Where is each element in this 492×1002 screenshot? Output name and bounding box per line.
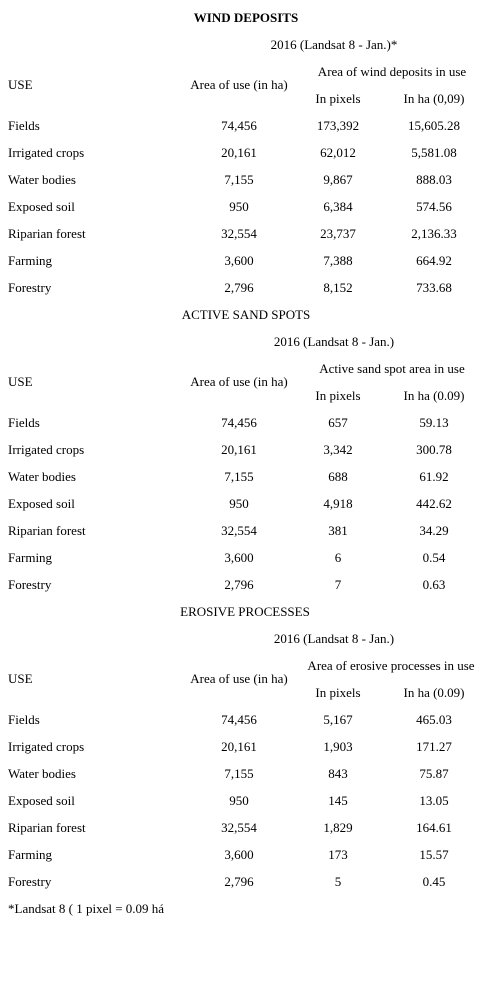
use-cell: Water bodies [8,766,76,781]
period-header: 2016 (Landsat 8 - Jan.) [273,334,395,349]
use-cell: Farming [8,550,53,565]
ha-cell: 888.03 [416,172,452,187]
pixels-cell: 1,829 [323,820,353,835]
area-cell: 7,155 [224,172,254,187]
use-cell: Fields [8,415,40,430]
area-cell: 2,796 [224,280,254,295]
use-cell: Forestry [8,874,52,889]
ha-cell: 15.57 [419,847,449,862]
pixels-cell: 23,737 [320,226,356,241]
section-title: WIND DEPOSITS [193,10,299,25]
pixels-cell: 7 [334,577,342,592]
pixels-cell: 5,167 [323,712,353,727]
ha-cell: 664.92 [416,253,452,268]
area-cell: 3,600 [224,550,254,565]
footnote: *Landsat 8 ( 1 pixel = 0.09 há [8,901,165,916]
area-cell: 20,161 [221,739,257,754]
ha-cell: 733.68 [416,280,452,295]
use-cell: Exposed soil [8,496,75,511]
ha-cell: 75.87 [419,766,449,781]
use-cell: Farming [8,253,53,268]
pixels-cell: 657 [328,415,348,430]
area-cell: 32,554 [221,226,257,241]
use-cell: Water bodies [8,469,76,484]
ha-cell: 171.27 [416,739,452,754]
ha-cell: 5,581.08 [411,145,457,160]
pixels-cell: 7,388 [323,253,353,268]
pixels-cell: 381 [328,523,348,538]
use-cell: Irrigated crops [8,145,85,160]
ha-header: In ha (0,09) [403,91,465,106]
area-cell: 32,554 [221,523,257,538]
use-cell: Riparian forest [8,820,86,835]
area-cell: 2,796 [224,874,254,889]
ha-cell: 59.13 [419,415,449,430]
area-cell: 3,600 [224,847,254,862]
use-cell: Fields [8,118,40,133]
ha-cell: 15,605.28 [408,118,460,133]
area-cell: 20,161 [221,442,257,457]
ha-cell: 61.92 [419,469,449,484]
use-header: USE [8,374,33,389]
use-cell: Irrigated crops [8,442,85,457]
pixels-cell: 1,903 [323,739,353,754]
area-cell: 20,161 [221,145,257,160]
use-cell: Irrigated crops [8,739,85,754]
area-header: Area of use (in ha) [190,374,288,389]
ha-cell: 300.78 [416,442,452,457]
ha-cell: 574.56 [416,199,452,214]
area-header: Area of use (in ha) [190,77,288,92]
use-cell: Forestry [8,577,52,592]
area-header: Area of use (in ha) [190,671,288,686]
area-cell: 74,456 [221,415,257,430]
ha-header: In ha (0.09) [403,388,465,403]
pixels-cell: 145 [328,793,348,808]
pixels-cell: 9,867 [323,172,353,187]
area-cell: 2,796 [224,577,254,592]
use-cell: Fields [8,712,40,727]
area-cell: 950 [229,496,249,511]
area-cell: 7,155 [224,766,254,781]
group-header: Area of wind deposits in use [317,64,467,79]
pixels-cell: 3,342 [323,442,353,457]
ha-cell: 0.45 [422,874,446,889]
use-cell: Exposed soil [8,199,75,214]
pixels-cell: 173 [328,847,348,862]
group-header: Active sand spot area in use [319,361,465,376]
pixels-cell: 173,392 [316,118,360,133]
section-title: EROSIVE PROCESSES [180,604,310,619]
use-header: USE [8,671,33,686]
pixels-cell: 843 [328,766,348,781]
ha-cell: 13.05 [419,793,449,808]
area-cell: 74,456 [221,712,257,727]
ha-cell: 0.54 [422,550,446,565]
area-cell: 7,155 [224,469,254,484]
area-cell: 950 [229,793,249,808]
pixels-cell: 6 [334,550,342,565]
pixels-header: In pixels [315,91,361,106]
use-cell: Riparian forest [8,523,86,538]
ha-cell: 465.03 [416,712,452,727]
ha-header: In ha (0.09) [403,685,465,700]
group-header: Area of erosive processes in use [307,658,475,673]
pixels-header: In pixels [315,388,361,403]
section-title: ACTIVE SAND SPOTS [181,307,311,322]
ha-cell: 34.29 [419,523,449,538]
area-cell: 32,554 [221,820,257,835]
pixels-cell: 4,918 [323,496,353,511]
use-cell: Riparian forest [8,226,86,241]
area-cell: 950 [229,199,249,214]
period-header: 2016 (Landsat 8 - Jan.)* [270,37,398,52]
use-header: USE [8,77,33,92]
use-cell: Water bodies [8,172,76,187]
use-cell: Farming [8,847,53,862]
period-header: 2016 (Landsat 8 - Jan.) [273,631,395,646]
area-cell: 3,600 [224,253,254,268]
pixels-cell: 688 [328,469,348,484]
area-cell: 74,456 [221,118,257,133]
pixels-cell: 8,152 [323,280,353,295]
pixels-cell: 6,384 [323,199,353,214]
ha-cell: 0.63 [422,577,446,592]
pixels-header: In pixels [315,685,361,700]
ha-cell: 442.62 [416,496,452,511]
pixels-cell: 5 [334,874,342,889]
ha-cell: 164.61 [416,820,452,835]
ha-cell: 2,136.33 [411,226,457,241]
use-cell: Exposed soil [8,793,75,808]
use-cell: Forestry [8,280,52,295]
pixels-cell: 62,012 [320,145,356,160]
